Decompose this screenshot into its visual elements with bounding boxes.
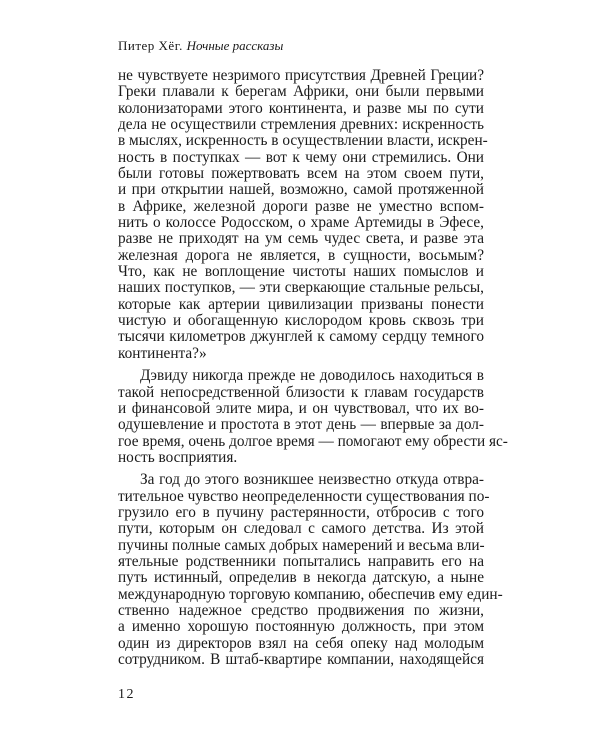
text-line: которые как артерии цивилизации призваны понести (118, 296, 484, 313)
text-line: пучины полные самых добрых намерений и весьма вли- (118, 537, 485, 554)
text-line: Дэвиду никогда прежде не доводилось находиться в (140, 367, 484, 384)
text-line: и при открытии нашей, возможно, самой протяженной (118, 181, 484, 198)
running-header (118, 38, 283, 54)
text-line: не чувствуете незримого присутствия Древней Греции? (118, 67, 484, 84)
text-line: а именно хорошую постоянную должность, при этом (118, 618, 484, 635)
text-line: чистую и обогащенную кислородом кровь сквозь три (118, 312, 484, 329)
text-line: дела не осуществили стремления древних: искренность (118, 116, 484, 133)
text-line: ность восприятия. (118, 449, 238, 466)
text-line: ственно надежное средство продвижения по жизни, (118, 602, 484, 619)
text-line: ятельные родственники попытались направить его на (118, 553, 484, 570)
text-line: нить о колоссе Родосском, о храме Артемиды в Эфесе, (118, 214, 484, 231)
text-line: Греки плавали к берегам Африки, они были первыми (118, 83, 484, 100)
text-line: в мыслях, искренность в осуществлении власти, искрен- (118, 132, 488, 149)
text-line: гое время, очень долгое время — помогают ему обрести яс- (118, 433, 508, 450)
text-line: За год до этого возникшее неизвестно откуда отвра- (140, 471, 484, 488)
text-line: и финансовой элите мира, и он чувствовал, что их во- (118, 400, 484, 417)
header-author: Питер Хёг. (118, 38, 183, 53)
text-line: в Африке, железной дороги разве не уместно вспом- (118, 198, 484, 215)
text-line: тысячи километров джунглей к самому сердцу темного (118, 328, 484, 345)
text-line: один из директоров взял на себя опеку над молодым (118, 635, 484, 652)
page-number: 12 (118, 687, 135, 702)
text-line: путь истинный, определив в некогда датскую, а ныне (118, 569, 484, 586)
text-line: такой непосредственной близости к главам государств (118, 384, 484, 401)
text-line: наших поступков, — эти сверкающие стальные рельсы, (118, 279, 484, 296)
text-line: одушевление и простота в этот день — впервые за дол- (118, 416, 484, 433)
text-line: континента?» (118, 345, 207, 362)
text-line: Что, как не воплощение чистоты наших помыслов и (118, 263, 484, 280)
text-line: сотрудником. В штаб-квартире компании, находящейся (118, 651, 484, 668)
text-line: железная дорога не является, в сущности, восьмым? (118, 247, 484, 264)
text-line: ность в поступках — вот к чему они стремились. Они (118, 149, 484, 166)
text-line: грузило его в пучину растерянности, отбросив с того (118, 504, 484, 521)
text-line: международную торговую компанию, обеспечив ему един- (118, 586, 503, 603)
text-line: колонизаторами этого континента, и разве мы по сути (118, 100, 484, 117)
header-book-title: Ночные рассказы (186, 38, 284, 53)
text-line: пути, которым он следовал с самого детства. Из этой (118, 520, 484, 537)
text-line: были готовы пожертвовать всем на этом своем пути, (118, 165, 484, 182)
text-line: разве не приходят на ум семь чудес света, и разве эта (118, 230, 484, 247)
text-line: тительное чувство неопределенности существования по- (118, 488, 490, 505)
